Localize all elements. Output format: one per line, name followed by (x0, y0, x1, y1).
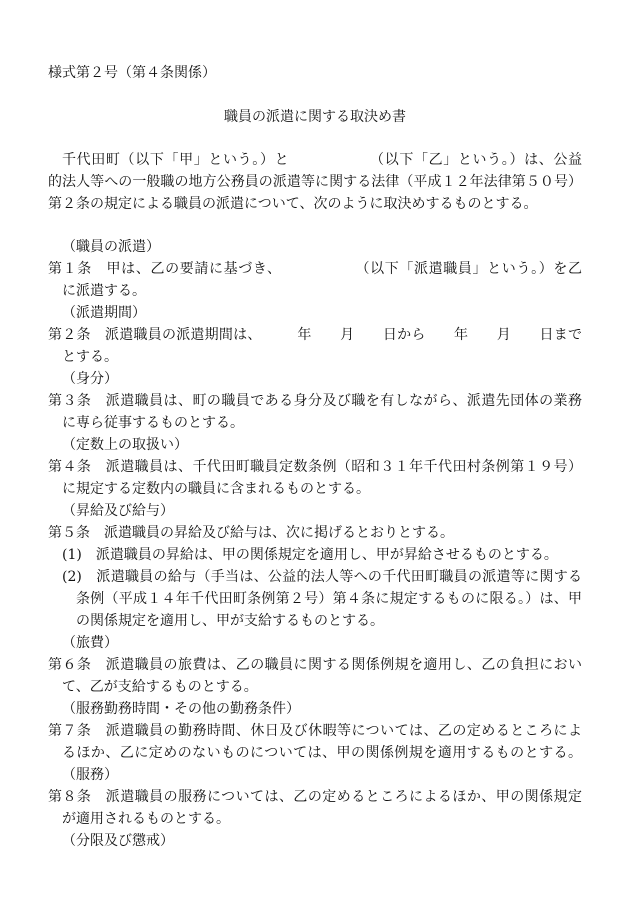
article-line: 第４条 派遣職員は、千代田町職員定数条例（昭和３１年千代田村条例第１９号） (48, 459, 582, 475)
article-line: 第８条 派遣職員の服務については、乙の定めるところによるほか、甲の関係規定 (48, 789, 582, 805)
item-line: の関係規定を適用し、甲が支給するものとする。 (76, 613, 384, 629)
article-line: に専ら従事するものとする。 (62, 415, 244, 431)
articles (48, 236, 582, 852)
item-line: (1) 派遣職員の昇給は、甲の関係規定を適用し、甲が昇給させるものとする。 (62, 547, 558, 563)
preamble-line: 第２条の規定による職員の派遣について、次のように取決めするものとする。 (48, 196, 538, 212)
article-line: 第５条 派遣職員の昇給及び給与は、次に掲げるとおりとする。 (48, 525, 454, 541)
article-heading: （職員の派遣） (62, 239, 160, 255)
form-label-block (48, 62, 582, 84)
article-heading: （派遣期間） (62, 305, 146, 321)
article-line: とする。 (62, 349, 118, 365)
article-line: 第３条 派遣職員は、町の職員である身分及び職を有しながら、派遣先団体の業務 (48, 393, 582, 409)
preamble (48, 149, 582, 215)
article-heading: （分限及び懲戒） (62, 833, 174, 849)
article-line: 第７条 派遣職員の勤務時間、休日及び休暇等については、乙の定めるところによ (48, 723, 582, 739)
article-heading: （昇給及び給与） (62, 503, 174, 519)
article-heading: （服務勤務時間・その他の勤務条件） (62, 701, 300, 717)
article-line: 第２条 派遣職員の派遣期間は、 年 月 日から 年 月 日まで (48, 327, 582, 343)
item-line: 条例（平成１４年千代田町条例第２号）第４条に規定するものに限る。）は、甲 (76, 591, 582, 607)
article-line: 第１条 甲は、乙の要請に基づき、 （以下「派遣職員」という。）を乙 (48, 261, 582, 277)
preamble-line: 千代田町（以下「甲」という。）と （以下「乙」という。）は、公益 (62, 152, 582, 168)
article-heading: （旅費） (62, 635, 118, 651)
form-label: 様式第２号（第４条関係） (48, 65, 216, 81)
article-line: に規定する定数内の職員に含まれるものとする。 (62, 481, 370, 497)
article-line: に派遣する。 (62, 283, 146, 299)
item-line: (2) 派遣職員の給与（手当は、公益的法人等への千代田町職員の派遣等に関する (62, 569, 582, 585)
article-line: が適用されるものとする。 (62, 811, 230, 827)
article-line: 第６条 派遣職員の旅費は、乙の職員に関する関係例規を適用し、乙の負担におい (48, 657, 582, 673)
document-title-block (48, 106, 582, 128)
article-line: るほか、乙に定めのないものについては、甲の関係例規を適用するものとする。 (62, 745, 582, 761)
article-heading: （服務） (62, 767, 118, 783)
document-title: 職員の派遣に関する取決め書 (224, 109, 406, 125)
article-line: て、乙が支給するものとする。 (62, 679, 258, 695)
article-heading: （身分） (62, 371, 118, 387)
preamble-line: 的法人等への一般職の地方公務員の派遣等に関する法律（平成１２年法律第５０号） (48, 174, 582, 190)
article-heading: （定数上の取扱い） (62, 437, 188, 453)
